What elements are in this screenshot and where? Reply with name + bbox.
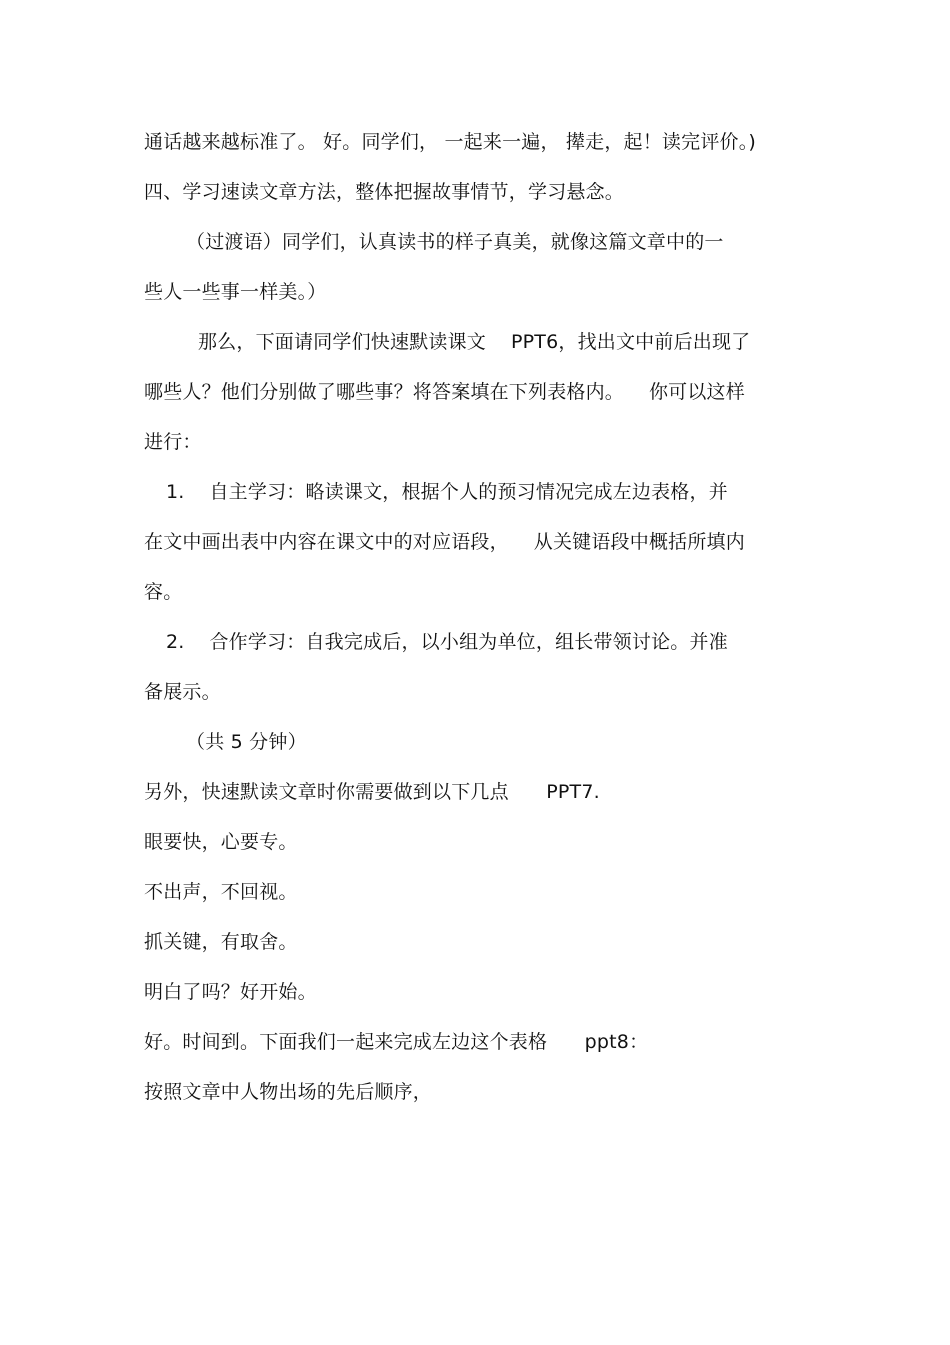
text-line-3: （过渡语）同学们，认真读书的样子真美，就像这篇文章中的一	[186, 231, 724, 253]
text-line-18: 明白了吗？好开始。	[144, 981, 317, 1003]
list-item-1: 1. 自主学习：略读课文，根据个人的预习情况完成左边表格，并	[166, 481, 728, 503]
text-line-10: 容。	[144, 581, 183, 603]
section-heading-4: 四、学习速读文章方法，整体把握故事情节，学习悬念。	[144, 181, 625, 203]
text-line-7: 进行：	[144, 431, 202, 453]
text-line-1: 通话越来越标准了。 好。同学们， 一起来一遍， 撵走，起！读完评价。)	[144, 131, 757, 153]
text-line-6: 哪些人？他们分别做了哪些事？将答案填在下列表格内。 你可以这样	[144, 381, 745, 403]
text-line-4: 些人一些事一样美。）	[144, 281, 327, 303]
text-line-20: 按照文章中人物出场的先后顺序，	[144, 1081, 433, 1103]
text-line-12: 备展示。	[144, 681, 221, 703]
text-line-16: 不出声，不回视。	[144, 881, 298, 903]
text-line-13: （共 5 分钟）	[186, 731, 307, 753]
text-line-5: 那么，下面请同学们快速默读课文 PPT6，找出文中前后出现了	[198, 331, 751, 353]
text-line-15: 眼要快，心要专。	[144, 831, 298, 853]
text-line-9: 在文中画出表中内容在课文中的对应语段， 从关键语段中概括所填内	[144, 531, 745, 553]
text-line-19: 好。时间到。下面我们一起来完成左边这个表格 ppt8：	[144, 1031, 649, 1053]
text-line-14: 另外，快速默读文章时你需要做到以下几点 PPT7.	[144, 781, 600, 803]
text-line-17: 抓关键，有取舍。	[144, 931, 298, 953]
list-item-2: 2. 合作学习：自我完成后，以小组为单位，组长带领讨论。并准	[166, 631, 728, 653]
